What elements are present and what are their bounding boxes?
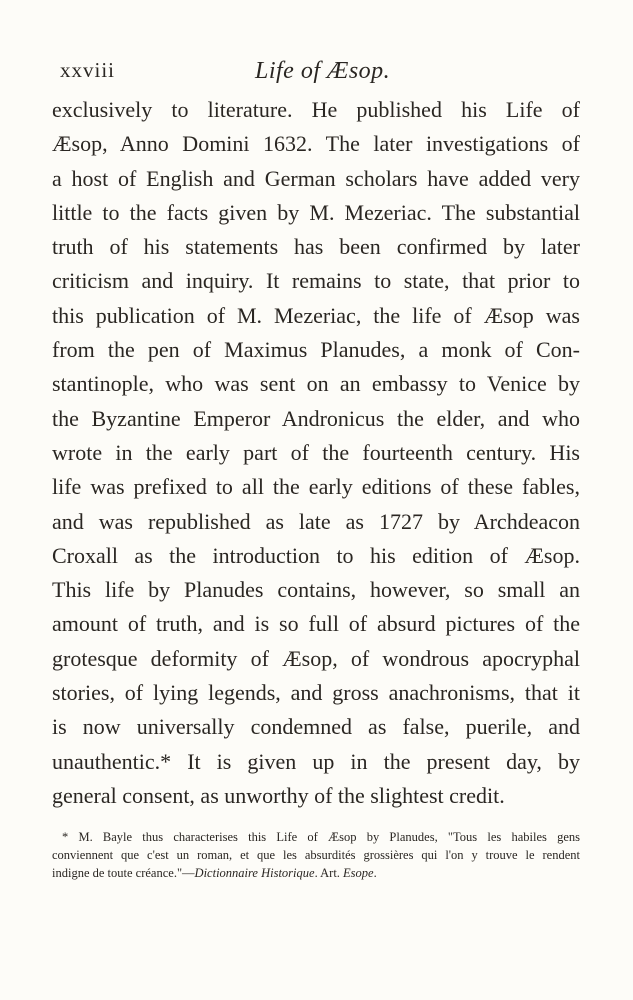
text-line: little to the facts given by M. Mezeriac. The substantial bbox=[52, 199, 580, 225]
text-line: criticism and inquiry. It remains to state, that prior to bbox=[52, 268, 580, 294]
footnote-line: * M. Bayle thus characterises this Life of Æsop by Planudes, "Tous les habiles gens bbox=[62, 830, 580, 844]
running-head: Life of Æsop. bbox=[255, 58, 391, 84]
footnote-line bbox=[52, 864, 580, 882]
text-line: Æsop, Anno Domini 1632. The later investigations of bbox=[52, 131, 580, 157]
text-line: exclusively to literature. He published his Life of bbox=[52, 97, 580, 122]
text-line: stantinople, who was sent on an embassy to Venice by bbox=[52, 371, 580, 397]
footnote-end: . bbox=[373, 866, 377, 880]
text-line: a host of English and German scholars have added very bbox=[52, 165, 580, 191]
footnote-quote-end: indigne de toute créance."— bbox=[52, 866, 195, 880]
text-line: is now universally condemned as false, puerile, and bbox=[52, 714, 580, 740]
text-line: wrote in the early part of the fourteenth century. His bbox=[52, 439, 580, 465]
footnote-line: conviennent que c'est un roman, et que les absurdités grossières qui l'on y trouve le rendent bbox=[52, 848, 580, 862]
text-line: amount of truth, and is so full of absurd pictures of the bbox=[52, 611, 580, 637]
text-line: from the pen of Maximus Planudes, a monk of Con- bbox=[52, 337, 580, 363]
text-line: life was prefixed to all the early editions of these fables, bbox=[52, 474, 580, 500]
text-line: grotesque deformity of Æsop, of wondrous apocryphal bbox=[52, 645, 580, 671]
footnote-separator: . Art. bbox=[314, 866, 344, 880]
body-text bbox=[52, 93, 580, 813]
footnote bbox=[52, 828, 580, 882]
text-line: truth of his statements has been confirmed by later bbox=[52, 234, 580, 260]
footnote-article: Esope bbox=[343, 866, 374, 880]
page-header bbox=[60, 58, 580, 88]
text-line: Croxall as the introduction to his edition of Æsop. bbox=[52, 542, 580, 568]
text-line: This life by Planudes contains, however, so small an bbox=[52, 577, 580, 603]
text-line: general consent, as unworthy of the slightest credit. bbox=[52, 782, 505, 808]
text-line: unauthentic.* It is given up in the present day, by bbox=[52, 748, 580, 774]
text-line: stories, of lying legends, and gross anachronisms, that it bbox=[52, 680, 580, 706]
text-line: this publication of M. Mezeriac, the life of Æsop was bbox=[52, 302, 580, 328]
footnote-source: Dictionnaire Historique bbox=[194, 866, 315, 880]
text-line: and was republished as late as 1727 by Archdeacon bbox=[52, 508, 580, 534]
page-number: xxviii bbox=[60, 58, 116, 82]
text-line: the Byzantine Emperor Andronicus the elder, and who bbox=[52, 405, 580, 431]
